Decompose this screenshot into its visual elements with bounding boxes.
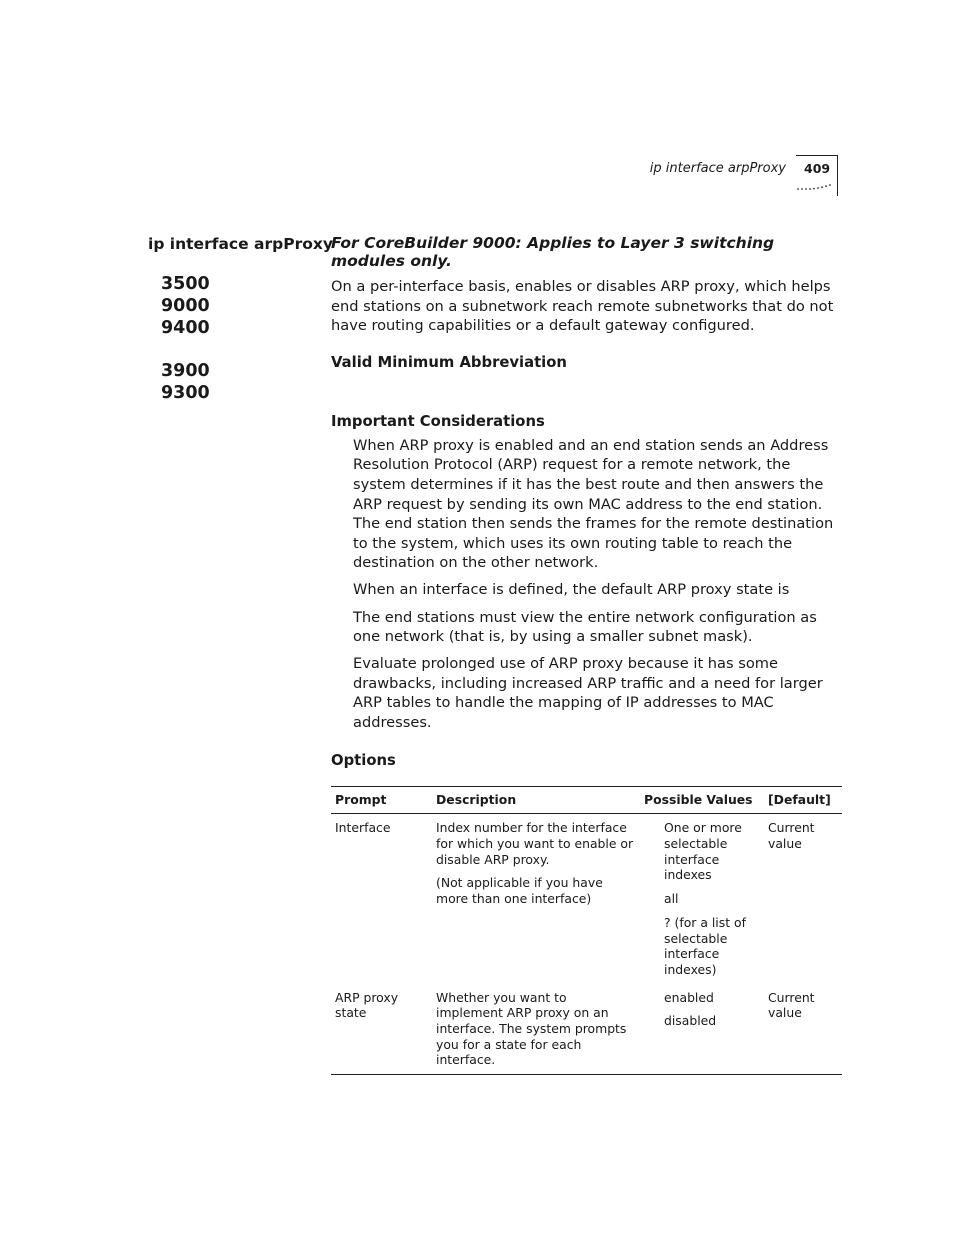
prompt-cell: Interface	[335, 820, 391, 836]
running-head: ip interface arpProxy	[649, 161, 786, 176]
table-row	[331, 814, 842, 984]
page-number: 409	[804, 161, 831, 176]
values-cell	[640, 984, 764, 1075]
description-text: Whether you want to implement ARP proxy on an interface. The system prompts you for a state for each interface.	[436, 989, 627, 1068]
default-cell: Current value	[768, 989, 815, 1021]
value-text: enabled	[664, 989, 714, 1005]
considerations-list	[353, 436, 843, 733]
applies-note: For CoreBuilder 9000: Applies to Layer 3 switching modules only.	[331, 234, 775, 270]
column-header: Possible Values	[644, 791, 753, 807]
abbreviation-heading: Valid Minimum Abbreviation	[331, 353, 567, 371]
options-table	[331, 786, 842, 1076]
intro-paragraph: On a per-interface basis, enables or disables ARP proxy, which helps end stations on a subnetwork reach remote subnetworks that do not have routing capabilities or a default gateway configured.	[331, 278, 834, 335]
column-header: Prompt	[335, 791, 387, 807]
platform-list	[161, 273, 210, 404]
platform-label: 3500	[161, 274, 210, 294]
column-header: [Default]	[768, 791, 831, 807]
platform-label: 9000	[161, 296, 210, 316]
value-text: all	[664, 891, 679, 907]
main-content	[331, 234, 843, 1075]
default-cell: Current value	[768, 820, 815, 851]
description-text: Index number for the interface for which you want to enable or disable ARP proxy.	[436, 820, 634, 867]
values-cell	[640, 814, 764, 984]
value-text: disabled	[664, 1013, 717, 1029]
table-header-row	[331, 786, 842, 814]
platform-label: 3900	[161, 361, 210, 381]
options-heading: Options	[331, 751, 396, 769]
consideration-paragraph: The end stations must view the entire network configuration as one network (that is, by using a smaller subnet mask).	[353, 608, 817, 646]
value-text: ? (for a list of selectable interface indexes)	[664, 914, 746, 977]
consideration-paragraph: When an interface is defined, the default ARP proxy state is	[353, 581, 790, 599]
description-text: (Not applicable if you have more than one interface)	[436, 875, 603, 907]
platform-label: 9400	[161, 318, 210, 338]
page-corner-dots	[796, 183, 836, 191]
command-title: ip interface arpProxy	[148, 235, 333, 253]
platform-label: 9300	[161, 383, 210, 403]
column-header: Description	[436, 791, 517, 807]
considerations-heading: Important Considerations	[331, 412, 545, 430]
description-cell	[432, 814, 640, 984]
consideration-paragraph: Evaluate prolonged use of ARP proxy because it has some drawbacks, including increased ARP traffic and a need for larger ARP tables to handle the mapping of IP addresses to MAC addresses.	[353, 655, 823, 731]
description-cell	[432, 984, 640, 1075]
prompt-cell: ARP proxy state	[335, 989, 399, 1021]
consideration-paragraph: When ARP proxy is enabled and an end station sends an Address Resolution Protocol (ARP) request for a remote network, the system determines if it has the best route and then answers the ARP request by sending its own MAC address to the end station. The end station then sends the frames for the remote destination to the system, which uses its own routing table to reach the destination on the other network.	[353, 436, 834, 572]
table-row	[331, 984, 842, 1075]
value-text: One or more selectable interface indexes	[664, 820, 742, 883]
